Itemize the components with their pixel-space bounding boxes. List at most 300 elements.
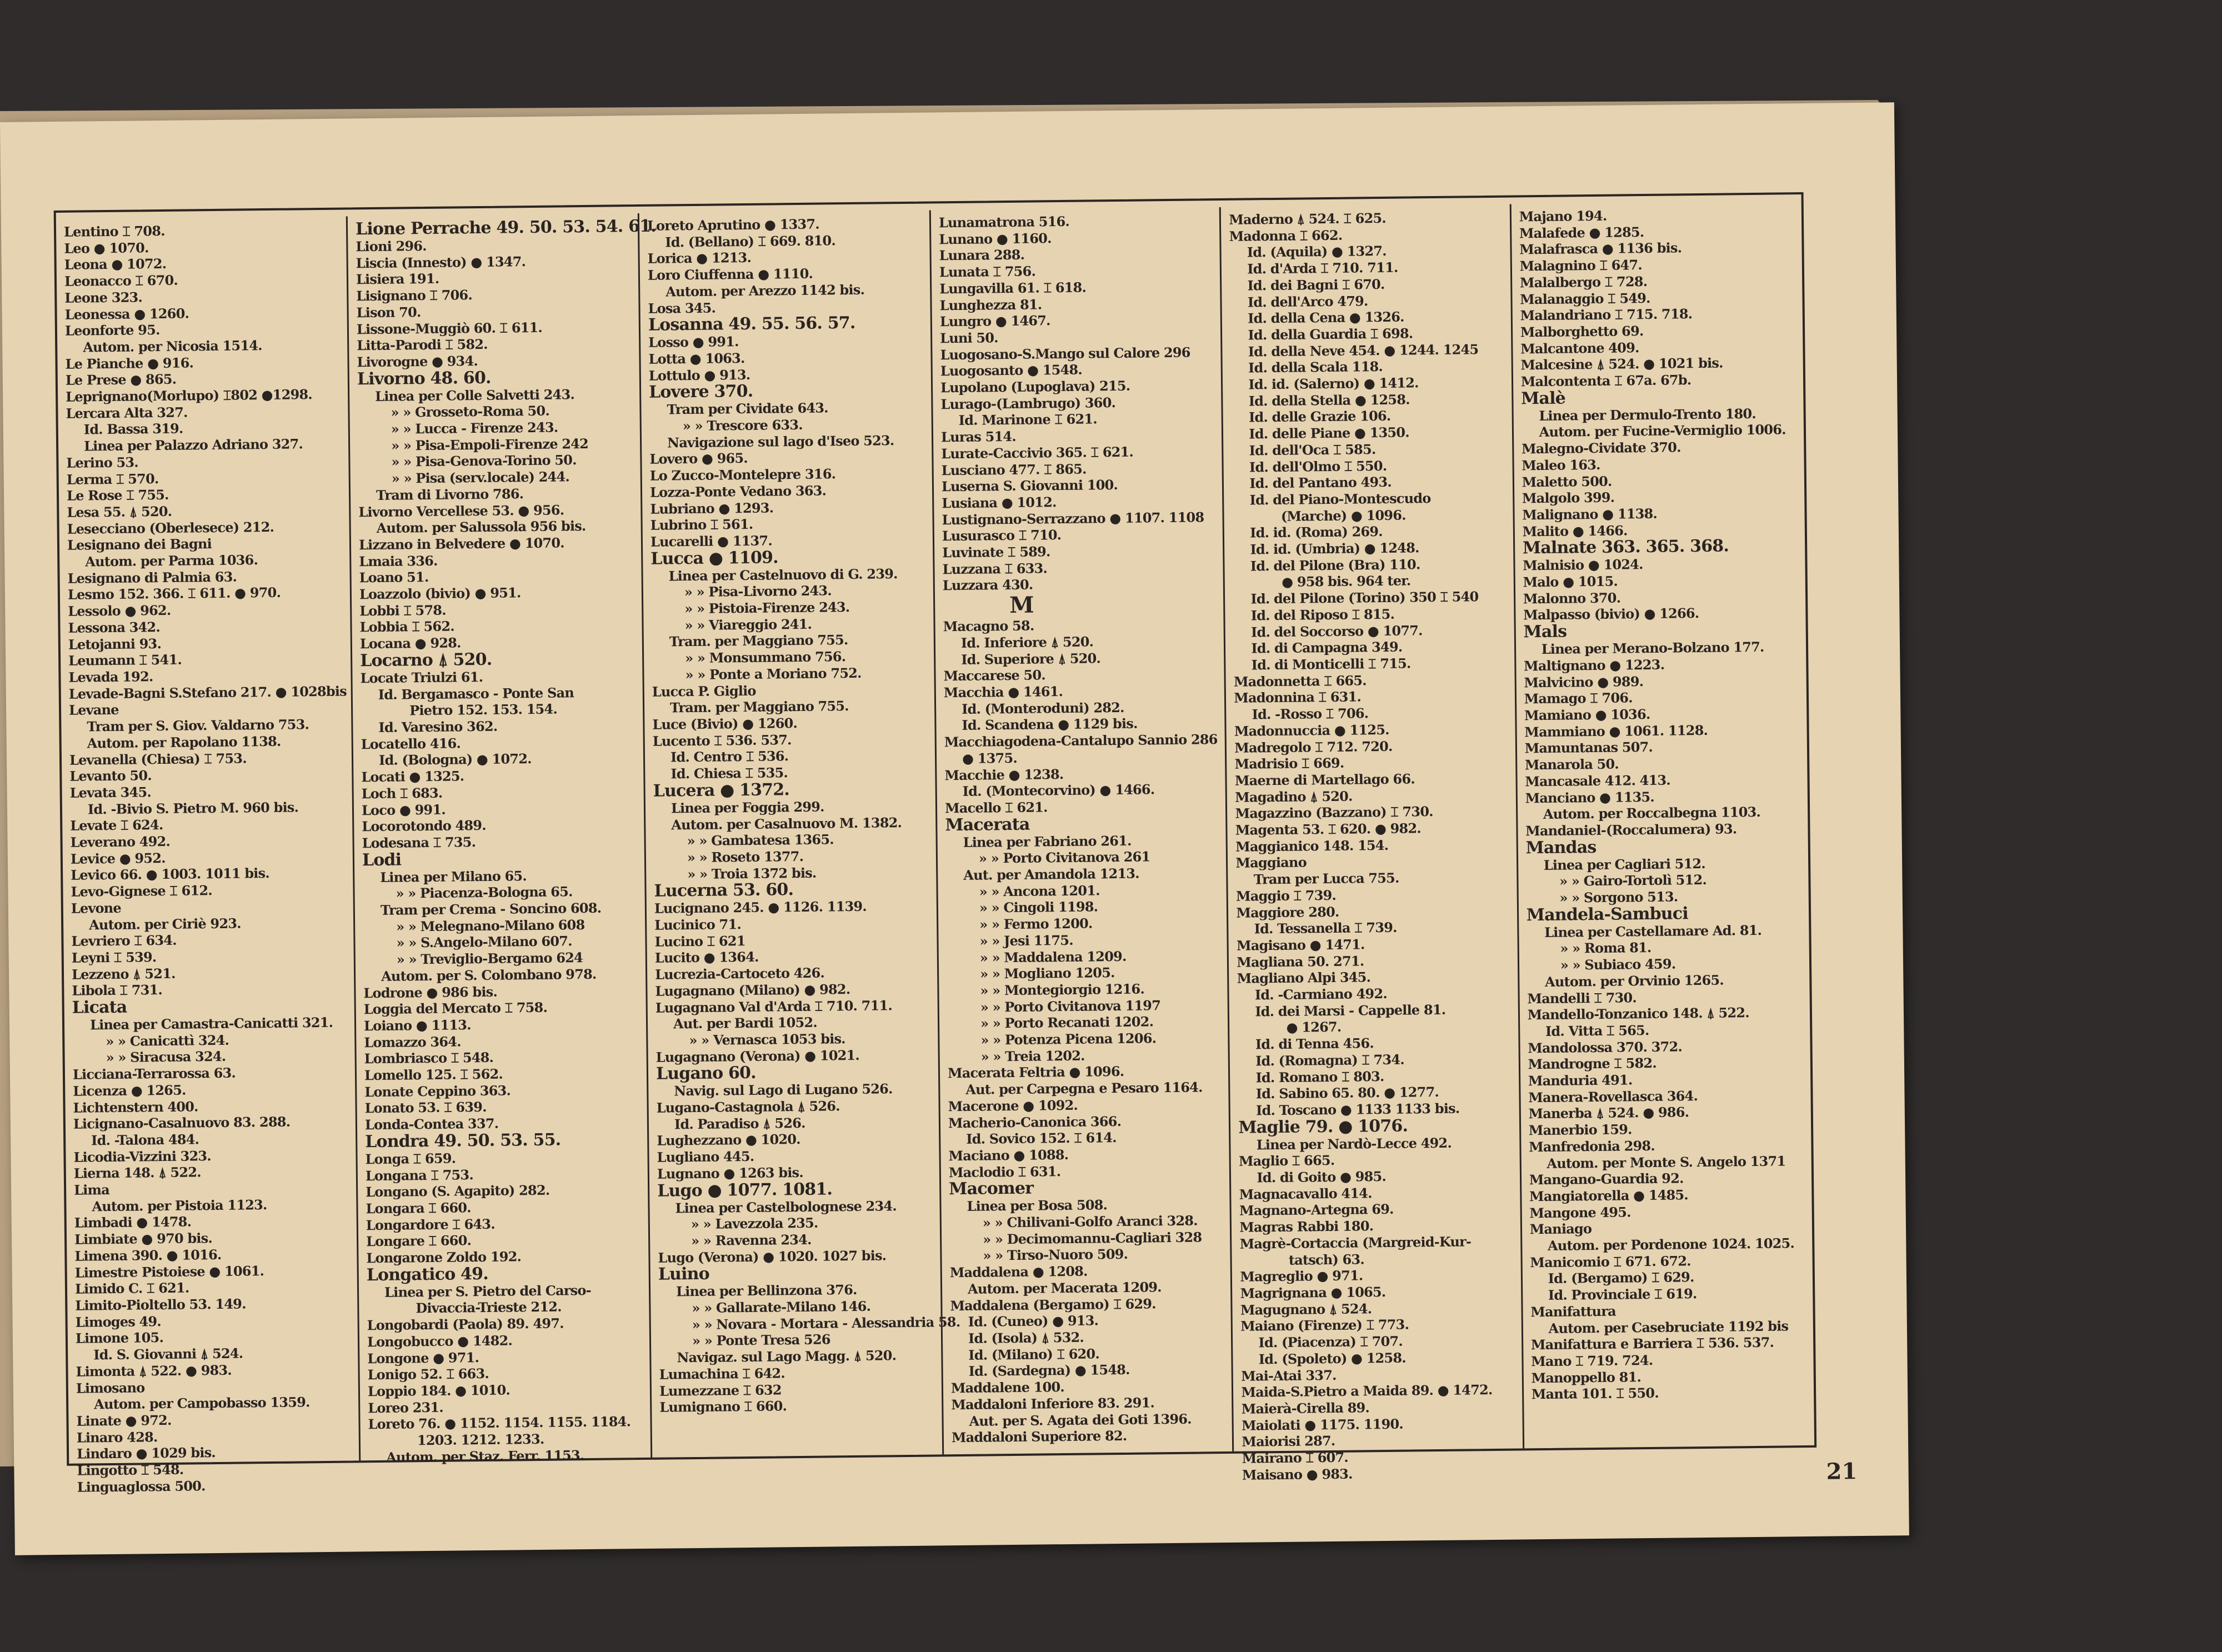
index-entry: Maddalena ● 1208. — [949, 1263, 1088, 1281]
index-entry: ● 958 bis. 964 ter. — [1281, 572, 1411, 590]
index-entry: Lotta ● 1063. — [648, 349, 745, 367]
index-entry: Lierna 148. ⍋ 522. — [73, 1164, 201, 1182]
index-entry: Id. (Aquila) ● 1327. — [1247, 243, 1387, 261]
index-entry: » » Chilivani-Golfo Aranci 328. — [982, 1212, 1198, 1231]
index-entry: Lungro ● 1467. — [939, 312, 1050, 330]
index-entry: Aut. per Bardi 1052. — [673, 1014, 818, 1032]
index-entry: Macchia ● 1461. — [943, 683, 1063, 701]
index-entry: » » Roseto 1377. — [687, 848, 804, 866]
index-entry: Id. -Bivio S. Pietro M. 960 bis. — [87, 799, 299, 818]
index-entry: Malegno-Cividate 370. — [1521, 439, 1681, 457]
index-entry: Longobardi (Paola) 89. 497. — [367, 1315, 564, 1334]
index-entry: Maletto 500. — [1522, 473, 1612, 490]
index-entry: Malpasso (bivio) ● 1266. — [1523, 605, 1699, 623]
index-entry: Lisiera 191. — [356, 271, 439, 288]
index-entry: Lione Perrache 49. 50. 53. 54. 61. — [355, 216, 657, 239]
index-entry: Id. id. (Salerno) ● 1412. — [1248, 374, 1419, 393]
index-entry: Mangone 495. — [1529, 1204, 1631, 1221]
index-entry: Navig. sul Lago di Lugano 526. — [674, 1080, 893, 1099]
index-entry: Magisano ● 1471. — [1236, 936, 1365, 954]
index-entry: Leonessa ● 1260. — [64, 304, 189, 323]
index-entry: Levade-Bagni S.Stefano 217. ● 1028bis — [68, 683, 347, 702]
index-entry: Linea per Bosa 508. — [967, 1197, 1108, 1215]
index-entry: Lucinico 71. — [654, 916, 742, 933]
index-entry: Lubrino ⌶ 561. — [650, 516, 753, 534]
index-entry: Lonato 53. ⌶ 639. — [364, 1099, 487, 1117]
index-entry: Tram per Lucca 755. — [1253, 869, 1399, 888]
index-entry: Limido C. ⌶ 621. — [74, 1279, 189, 1297]
index-entry: Limonta ⍋ 522. ● 983. — [76, 1361, 232, 1380]
index-entry: » » Treviglio-Bergamo 624 — [396, 949, 583, 968]
index-entry: Macagno 58. — [943, 617, 1034, 635]
index-entry: Id. (Piacenza) ⌶ 707. — [1258, 1333, 1403, 1351]
index-entry: » » Monsummano 756. — [685, 648, 846, 667]
index-entry: Mandello-Tonzanico 148. ⍋ 522. — [1527, 1004, 1749, 1023]
index-entry: Mangano-Guardia 92. — [1529, 1170, 1684, 1188]
index-entry: Maggiano — [1235, 854, 1307, 872]
index-entry: Lonigo 52. ⌶ 663. — [367, 1365, 489, 1383]
index-entry: Id. -Carmiano 492. — [1254, 985, 1387, 1003]
index-entry: Id. (Romagna) ⌶ 734. — [1255, 1051, 1404, 1069]
index-entry: Id. Superiore ⍋ 520. — [961, 649, 1101, 668]
index-entry: Longardore ⌶ 643. — [366, 1215, 495, 1233]
index-entry: Levone — [71, 899, 122, 917]
index-entry: Maclodio ⌶ 631. — [948, 1163, 1061, 1180]
index-entry: Id. (Sardegna) ● 1548. — [968, 1361, 1130, 1380]
index-entry: Id. dell'Oca ⌶ 585. — [1249, 440, 1376, 459]
index-entry: Magadino ⍋ 520. — [1235, 788, 1353, 805]
index-entry: Lunata ⌶ 756. — [939, 263, 1036, 281]
index-entry: Mandelli ⌶ 730. — [1527, 989, 1637, 1007]
index-entry: Autom. per S. Colombano 978. — [381, 965, 597, 984]
index-entry: Autom. per Arezzo 1142 bis. — [665, 281, 865, 300]
index-entry: Magras Rabbi 180. — [1239, 1218, 1374, 1235]
index-entry: Lingotto ⌶ 548. — [77, 1461, 184, 1479]
index-entry: Autom. per Campobasso 1359. — [94, 1394, 310, 1413]
index-entry: Malcesine ⍋ 524. ● 1021 bis. — [1520, 354, 1723, 373]
index-entry: Maiano (Firenze) ⌶ 773. — [1240, 1316, 1409, 1335]
index-entry: Madrisio ⌶ 669. — [1234, 754, 1344, 772]
index-entry: » » S.Angelo-Milano 607. — [396, 933, 572, 952]
index-entry: Mals — [1523, 622, 1567, 642]
index-entry: » » Lucca - Firenze 243. — [391, 419, 558, 437]
index-entry: Malo ● 1015. — [1523, 573, 1618, 590]
index-entry: » » Maddalena 1209. — [979, 948, 1127, 966]
index-entry: Malvicino ● 989. — [1524, 673, 1644, 690]
index-entry: » » Treia 1202. — [980, 1047, 1085, 1065]
index-entry: Lodi — [362, 850, 402, 870]
page-number: 21 — [1826, 1458, 1858, 1485]
index-entry: Lucca ● 1109. — [650, 548, 778, 569]
index-entry: Livorno Vercellese 53. ● 956. — [358, 501, 564, 520]
index-entry: Id. del Soccorso ● 1077. — [1250, 622, 1423, 640]
index-entry: Mandrogne ⌶ 582. — [1528, 1055, 1657, 1073]
index-entry: Litta-Parodi ⌶ 582. — [357, 336, 488, 354]
index-entry: Loggia del Mercato ⌶ 758. — [363, 999, 548, 1018]
index-entry: Macherio-Canonica 366. — [948, 1113, 1122, 1131]
index-entry: Id. Marinone ⌶ 621. — [958, 411, 1097, 429]
index-entry: Autom. per Fucine-Vermiglio 1006. — [1539, 421, 1786, 440]
index-entry: Lurago-(Lambrugo) 360. — [940, 394, 1116, 413]
index-entry: Id. Chiesa ⌶ 535. — [670, 764, 788, 782]
index-entry: Linea per Merano-Bolzano 177. — [1541, 638, 1764, 658]
index-column-2 — [348, 213, 657, 1465]
index-entry: Aut. per Amandola 1213. — [963, 865, 1139, 883]
index-entry: Malgolo 399. — [1522, 489, 1615, 507]
index-entry: Mandas — [1525, 837, 1597, 858]
index-entry: » » Gairo-Tortolì 512. — [1559, 872, 1707, 889]
index-entry: Maerne di Martellago 66. — [1234, 770, 1415, 789]
index-entry: Linea per Castelnuovo di G. 239. — [668, 565, 898, 584]
index-entry: Id. di Tenna 456. — [1255, 1035, 1374, 1053]
index-entry: (Marche) ● 1096. — [1280, 507, 1406, 524]
index-entry: Lugano 60. — [655, 1063, 756, 1084]
index-entry: Linea per Milano 65. — [380, 867, 527, 885]
index-entry: Luogosanto ● 1548. — [940, 361, 1083, 379]
index-entry: Id. della Stella ● 1258. — [1248, 391, 1410, 409]
index-entry: Lison 70. — [356, 303, 421, 321]
index-entry: Macchie ● 1238. — [944, 765, 1064, 783]
index-entry: Malandriano ⌶ 715. 718. — [1520, 306, 1693, 324]
index-entry: Linea per Dermulo-Trento 180. — [1539, 405, 1756, 424]
index-entry: Autom. per Casebruciate 1192 bis — [1548, 1318, 1789, 1336]
index-entry: Id. (Bellano) ⌶ 669. 810. — [665, 232, 836, 251]
index-entry: Malanaggio ⌶ 549. — [1520, 289, 1650, 307]
index-entry: Lobbi ⌶ 578. — [359, 602, 446, 619]
index-entry: Lodesana ⌶ 735. — [362, 834, 476, 852]
index-entry: Madonnetta ⌶ 665. — [1233, 672, 1367, 690]
index-entry: 1203. 1212. 1233. — [417, 1430, 544, 1449]
index-entry: Macerata Feltria ● 1096. — [947, 1063, 1124, 1082]
index-entry: Id. Sovico 152. ⌶ 614. — [966, 1129, 1117, 1148]
index-columns — [56, 201, 1814, 1495]
index-entry: Levate ⌶ 624. — [70, 817, 163, 834]
index-entry: Letojanni 93. — [68, 635, 162, 653]
index-entry: Id. della Cena ● 1326. — [1248, 308, 1404, 327]
index-entry: » » Melegnano-Milano 608 — [396, 916, 585, 935]
index-entry: » » Fermo 1200. — [979, 915, 1093, 933]
index-entry: Maggianico 148. 154. — [1235, 837, 1389, 855]
index-entry: Luras 514. — [940, 428, 1017, 445]
index-entry: Id. (Montecorvino) ● 1466. — [962, 781, 1155, 800]
index-entry: » » Troia 1372 bis. — [687, 864, 817, 882]
index-entry: Luni 50. — [940, 329, 998, 347]
index-entry: Leone 323. — [64, 289, 143, 306]
index-entry: Manciano ● 1135. — [1525, 788, 1655, 806]
index-entry: Malnate 363. 365. 368. — [1522, 536, 1729, 558]
index-entry: Linea per Cagliari 512. — [1543, 855, 1706, 873]
index-entry: Maccarese 50. — [943, 667, 1045, 684]
index-entry: Lorica ● 1213. — [647, 249, 752, 267]
index-entry: Id. Bassa 319. — [83, 420, 183, 438]
index-entry: » » Pisa-Empoli-Firenze 242 — [391, 435, 589, 454]
index-entry: » » Sorgono 513. — [1559, 888, 1678, 906]
index-entry: Linguaglossa 500. — [77, 1477, 206, 1495]
index-entry: Mai-Atai 337. — [1240, 1366, 1337, 1384]
index-entry: Id. -Talona 484. — [91, 1131, 199, 1149]
index-entry: » » Pisa (serv.locale) 244. — [391, 468, 570, 487]
index-entry: » » Lavezzola 235. — [690, 1214, 818, 1233]
index-entry: » » Porto Civitanova 261 — [978, 848, 1150, 867]
index-entry: Magnacavallo 414. — [1239, 1185, 1372, 1203]
index-entry: Divaccia-Trieste 212. — [416, 1299, 562, 1316]
index-column-1 — [56, 216, 361, 1495]
index-entry: Loreo 231. — [368, 1399, 444, 1416]
index-entry: Lucca P. Giglio — [652, 682, 756, 700]
index-entry: Lioni 296. — [356, 237, 427, 255]
index-entry: Longatico 49. — [366, 1264, 489, 1285]
index-entry: Loro Ciuffenna ● 1110. — [647, 265, 813, 283]
index-entry: Id. delle Piane ● 1350. — [1249, 424, 1409, 442]
index-entry: Linea per S. Pietro del Carso- — [384, 1281, 591, 1300]
index-entry: Macomer — [949, 1179, 1034, 1199]
index-entry: » » Cingoli 1198. — [979, 898, 1098, 917]
index-entry: Malcontenta ⌶ 67a. 67b. — [1520, 372, 1691, 390]
index-entry: Lo Zucco-Montelepre 316. — [649, 465, 836, 484]
index-entry: Loano 51. — [359, 569, 429, 586]
index-entry: Id. Romano ⌶ 803. — [1255, 1068, 1384, 1085]
index-entry: Lucerna 53. 60. — [654, 880, 794, 902]
index-entry: Autom. per Casalnuovo M. 1382. — [671, 814, 902, 833]
index-entry: Magreglio ● 971. — [1240, 1267, 1363, 1285]
index-entry: Mamiano ● 1036. — [1524, 705, 1650, 724]
index-entry: Navigazione sul lago d'Iseo 523. — [667, 432, 894, 451]
index-entry: Tram per Cividate 643. — [667, 399, 828, 418]
index-entry: Lughezzano ● 1020. — [657, 1131, 800, 1149]
index-entry: » » Trescore 633. — [682, 416, 803, 434]
index-entry: » » Pisa-Livorno 243. — [684, 582, 832, 600]
index-entry: Linea per Foggia 299. — [670, 798, 824, 817]
index-entry: Maglie 79. ● 1076. — [1238, 1116, 1408, 1138]
index-entry: Lesa 55. ⍋ 520. — [67, 503, 172, 520]
index-entry: Id. (Bergamo) ⌶ 629. — [1548, 1269, 1694, 1287]
index-entry: Loch ⌶ 683. — [361, 784, 443, 802]
index-entry: Id. Sabino 65. 80. ● 1277. — [1255, 1084, 1439, 1102]
index-entry: Levice ● 952. — [70, 849, 166, 867]
index-entry: Linea per Bellinzona 376. — [675, 1281, 857, 1300]
index-entry: Linea per Palazzo Adriano 327. — [83, 435, 303, 454]
index-entry: Lunamatrona 516. — [938, 213, 1070, 231]
index-entry: Maierà-Cirella 89. — [1241, 1399, 1370, 1417]
index-entry: Autom. per Ciriè 923. — [88, 915, 241, 933]
index-entry: Loiano ● 1113. — [363, 1017, 471, 1034]
index-entry: Id. Vitta ⌶ 565. — [1545, 1022, 1649, 1039]
index-entry: Tram. per Maggiano 755. — [669, 632, 848, 650]
index-entry: Manduria 491. — [1528, 1072, 1633, 1089]
index-entry: Id. Inferiore ⍋ 520. — [960, 633, 1094, 651]
index-entry: Lunano ● 1160. — [939, 229, 1052, 248]
index-entry: Maddaloni Inferiore 83. 291. — [951, 1394, 1155, 1413]
index-entry: Maniago — [1529, 1220, 1592, 1238]
index-entry: Levo-Gignese ⌶ 612. — [71, 882, 212, 900]
index-entry: Le Prese ● 865. — [65, 371, 177, 389]
index-entry: Malborghetto 69. — [1520, 322, 1644, 341]
index-entry: Maiolati ● 1175. 1190. — [1241, 1415, 1403, 1434]
index-entry: » » Canicattì 324. — [106, 1032, 229, 1049]
index-entry: Longa ⌶ 659. — [365, 1150, 456, 1168]
index-entry: Id. della Scala 118. — [1248, 358, 1383, 376]
index-entry: Le Pianche ● 916. — [65, 354, 194, 372]
index-entry: Lustignano-Serrazzano ● 1107. 1108 — [942, 509, 1204, 528]
index-entry: Id. Scandena ● 1129 bis. — [962, 715, 1138, 734]
index-entry: Malalbergo ⌶ 728. — [1519, 273, 1648, 291]
index-entry: Magugnano ⍋ 524. — [1240, 1300, 1372, 1318]
index-entry: Levada 192. — [68, 668, 153, 685]
index-entry: Lucento ⌶ 536. 537. — [652, 731, 792, 749]
index-entry: Longobucco ● 1482. — [367, 1332, 513, 1350]
index-entry: Id. Provinciale ⌶ 619. — [1548, 1285, 1697, 1304]
index-entry: Malnisio ● 1024. — [1523, 556, 1643, 574]
index-frame — [54, 192, 1816, 1495]
index-entry: » » Vernasca 1053 bis. — [689, 1030, 845, 1049]
index-entry: Le Rose ⌶ 755. — [66, 487, 169, 504]
index-entry: Linea per Camastra-Canicatti 321. — [89, 1014, 333, 1033]
index-entry: Luogosano-S.Mango sul Calore 296 — [940, 344, 1190, 363]
index-entry: » » Ponte Tresa 526 — [692, 1331, 830, 1349]
index-entry: Limena 390. ● 1016. — [74, 1246, 222, 1264]
index-entry: Luzzara 430. — [942, 577, 1033, 594]
index-entry: » » Viareggio 241. — [684, 615, 812, 633]
index-entry: Locana ● 928. — [359, 634, 461, 652]
index-entry: Mairano ⌶ 607. — [1242, 1449, 1349, 1466]
index-column-5 — [1221, 204, 1524, 1483]
index-entry: Autom. per Salussola 956 bis. — [376, 518, 586, 537]
index-entry: Id. dei Marsi - Cappelle 81. — [1255, 1001, 1446, 1020]
index-entry: Macerata — [945, 814, 1030, 835]
index-entry: » » Porto Recanati 1202. — [980, 1013, 1154, 1032]
index-entry: Linea per Castelbolognese 234. — [675, 1197, 897, 1216]
index-entry: Id. (Monteroduni) 282. — [962, 699, 1124, 717]
index-entry: Loppio 184. ● 1010. — [367, 1381, 511, 1400]
index-entry: Londa-Contea 337. — [364, 1115, 499, 1133]
index-entry: Lindaro ● 1029 bis. — [76, 1444, 216, 1463]
index-entry: Lodrone ● 986 bis. — [363, 983, 498, 1001]
index-entry: Lugo ● 1077. 1081. — [657, 1179, 833, 1201]
index-entry: Lesignano dei Bagni — [67, 535, 212, 554]
index-entry: » » Mogliano 1205. — [980, 964, 1115, 982]
index-entry: Maddaloni Superiore 82. — [951, 1428, 1127, 1446]
index-entry: Aut. per Carpegna e Pesaro 1164. — [965, 1079, 1203, 1098]
index-entry: Id. Varesino 362. — [378, 718, 498, 735]
index-entry: Lomazzo 364. — [364, 1033, 461, 1050]
index-entry: Mancasale 412. 413. — [1525, 772, 1671, 790]
index-entry: Locorotondo 489. — [362, 817, 486, 835]
index-column-6 — [1511, 201, 1814, 1448]
index-entry: Macello ⌶ 621. — [944, 799, 1048, 817]
index-entry: Magnano-Artegna 69. — [1239, 1201, 1394, 1219]
index-entry: Licenza ● 1265. — [73, 1082, 186, 1099]
index-entry: Malcantone 409. — [1520, 339, 1639, 357]
index-entry: Id. (Isola) ⍋ 532. — [968, 1329, 1084, 1346]
index-entry: Licciana-Terrarossa 63. — [72, 1064, 236, 1083]
index-entry: Majano 194. — [1519, 207, 1607, 225]
index-entry: Autom. per Orvinio 1265. — [1544, 972, 1724, 990]
index-entry: Id. Tessanella ⌶ 739. — [1254, 919, 1397, 937]
index-entry: Luzzana ⌶ 633. — [942, 560, 1048, 578]
index-entry: Macerone ● 1092. — [948, 1097, 1078, 1115]
index-entry: » » Decimomannu-Cagliari 328 — [983, 1229, 1202, 1248]
index-entry: » » Potenza Picena 1206. — [980, 1030, 1157, 1048]
index-entry: Id. (Cuneo) ● 913. — [968, 1312, 1099, 1330]
index-entry: Id. d'Arda ⌶ 710. 711. — [1247, 259, 1398, 277]
index-entry: » » Montegiorgio 1216. — [980, 980, 1145, 999]
index-entry: Autom. per Nicosia 1514. — [83, 337, 262, 356]
index-entry: Id. di Monticelli ⌶ 715. — [1251, 655, 1411, 673]
index-entry: Magliano Alpi 345. — [1237, 969, 1371, 987]
index-entry: Malafrasca ● 1136 bis. — [1519, 239, 1682, 258]
index-entry: Manifattura — [1530, 1303, 1616, 1320]
index-entry: Malonno 370. — [1523, 589, 1621, 607]
index-entry: Longano (S. Agapito) 282. — [366, 1182, 550, 1200]
index-entry: Lucignano 245. ● 1126. 1139. — [654, 898, 867, 917]
index-entry: Maltignano ● 1223. — [1523, 656, 1665, 674]
index-entry: Lesecciano (Oberlesece) 212. — [67, 518, 274, 537]
index-entry: Lessona 342. — [68, 618, 161, 636]
index-entry: Maggio ⌶ 739. — [1235, 887, 1337, 904]
index-entry: Lmaia 336. — [359, 552, 438, 569]
index-entry: Maiorisi 287. — [1242, 1433, 1335, 1450]
index-entry: ● 1267. — [1286, 1019, 1342, 1036]
index-entry: Lichtenstern 400. — [73, 1098, 198, 1116]
index-entry: Maida-S.Pietro a Maida 89. ● 1472. — [1241, 1381, 1493, 1400]
index-entry: Locarno ⍋ 520. — [360, 649, 492, 671]
index-entry: Lurate-Caccivio 365. ⌶ 621. — [941, 443, 1134, 462]
index-column-3 — [639, 210, 960, 1457]
index-entry: Lupolano (Lupoglava) 215. — [940, 377, 1130, 396]
index-entry: Lucito ● 1364. — [654, 949, 759, 967]
index-entry: Autom. per Staz. Ferr. 1153. — [386, 1446, 584, 1465]
index-entry: Malafede ● 1285. — [1519, 223, 1644, 242]
index-entry: Mammiano ● 1061. 1128. — [1524, 722, 1708, 740]
index-entry: Longara ⌶ 660. — [366, 1199, 471, 1217]
index-entry: » » Subiaco 459. — [1560, 955, 1676, 973]
index-entry: » » Piacenza-Bologna 65. — [396, 883, 573, 902]
index-entry: Lovero ● 965. — [649, 450, 748, 468]
index-entry: Id. dell'Arco 479. — [1247, 292, 1368, 311]
index-entry: Lesignano di Palmia 63. — [67, 568, 237, 587]
index-entry: Livorno 48. 60. — [357, 368, 491, 389]
index-entry: Leo ● 1070. — [64, 239, 149, 257]
index-entry: Limone 105. — [75, 1329, 164, 1347]
index-entry: Lizzano in Belvedere ● 1070. — [358, 534, 564, 553]
index-entry: Licata — [72, 997, 127, 1018]
index-entry: ● 1375. — [962, 749, 1018, 767]
index-entry: » » Ponte a Moriano 752. — [685, 664, 862, 683]
index-entry: » » Porto Civitanova 1197 — [980, 997, 1161, 1015]
index-entry: Linea per Fabriano 261. — [963, 832, 1132, 850]
index-entry: Loazzolo (bivio) ● 951. — [359, 584, 521, 603]
index-entry: Leonacco ⌶ 670. — [64, 272, 178, 289]
index-entry: Maddalene 100. — [950, 1379, 1065, 1396]
index-entry: Lucera ● 1372. — [653, 779, 790, 801]
index-entry: Id. del Pilone (Torino) 350 ⌶ 540 — [1250, 588, 1479, 607]
index-entry: Lugnano ● 1263 bis. — [657, 1164, 803, 1182]
index-entry: Losa 345. — [648, 299, 716, 317]
index-entry: Magrignana ● 1065. — [1240, 1283, 1386, 1301]
index-entry: Madregolo ⌶ 712. 720. — [1234, 738, 1393, 756]
index-entry: Madonnina ⌶ 631. — [1234, 688, 1362, 707]
index-entry: Lessolo ● 962. — [68, 602, 171, 619]
index-entry: Loreto 76. ● 1152. 1154. 1155. 1184. — [368, 1413, 631, 1433]
index-entry: Lobbia ⌶ 562. — [359, 618, 454, 635]
index-entry: » » Tirso-Nuoro 509. — [983, 1246, 1128, 1264]
index-entry: » » Pisa-Genova-Torino 50. — [391, 452, 577, 470]
index-entry: Manera-Rovellasca 364. — [1528, 1087, 1698, 1106]
index-entry: Manifattura e Barriera ⌶ 536. 537. — [1530, 1334, 1774, 1353]
index-entry: Loco ● 991. — [361, 801, 446, 818]
index-entry: Lunara 288. — [939, 247, 1025, 264]
index-entry: » » Pistoia-Firenze 243. — [684, 599, 850, 617]
